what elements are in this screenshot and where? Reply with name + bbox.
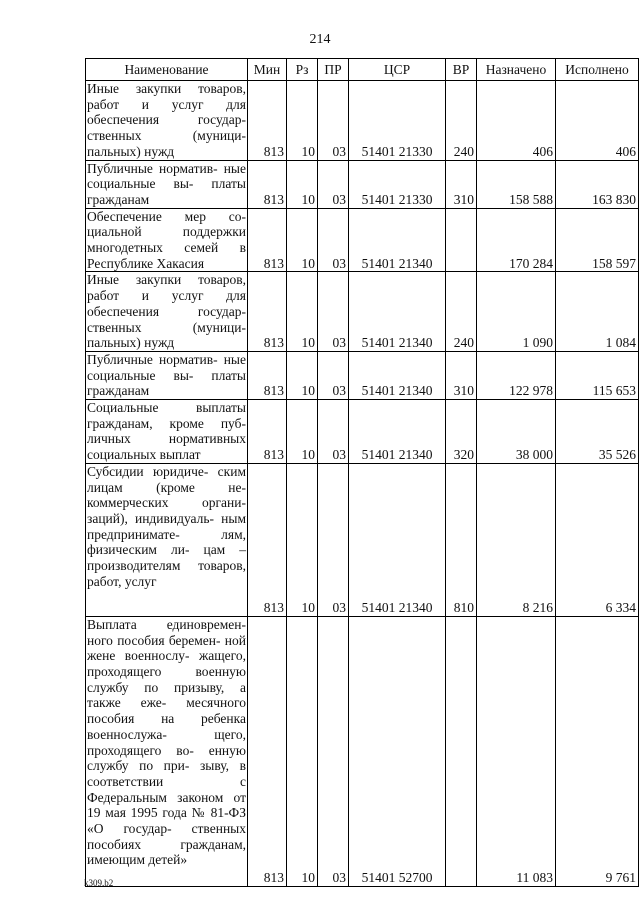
table-row: [86, 616, 639, 886]
cell-csr: 51401 21340: [349, 400, 446, 464]
cell-executed: 115 653: [556, 351, 639, 399]
cell-vr: 240: [446, 81, 477, 161]
cell-rz: 10: [287, 81, 318, 161]
cell-vr: 240: [446, 272, 477, 352]
cell-assigned: 11 083: [477, 616, 556, 886]
column-header-min: Мин: [248, 59, 287, 81]
cell-executed: 9 761: [556, 616, 639, 886]
cell-assigned: 406: [477, 81, 556, 161]
table-header-row: [86, 59, 639, 81]
cell-executed: 1 084: [556, 272, 639, 352]
cell-executed: 35 526: [556, 400, 639, 464]
cell-csr: 51401 21330: [349, 160, 446, 208]
table-row: [86, 400, 639, 464]
table-row: [86, 208, 639, 272]
cell-name: Публичные норматив- ные социальные вы- платы гражданам: [87, 160, 246, 207]
cell-min: 813: [248, 160, 287, 208]
cell-rz: 10: [287, 400, 318, 464]
cell-min: 813: [248, 272, 287, 352]
cell-executed: 158 597: [556, 208, 639, 272]
table-row: [86, 160, 639, 208]
cell-assigned: 8 216: [477, 463, 556, 616]
cell-name: Обеспечение мер со- циальной поддержки многодетных семей в Республике Хакасия: [87, 208, 246, 271]
cell-pr: 03: [318, 160, 349, 208]
cell-rz: 10: [287, 351, 318, 399]
cell-vr: 310: [446, 351, 477, 399]
cell-vr: 310: [446, 160, 477, 208]
footer-code: k309.b2: [84, 878, 114, 888]
column-header-rz: Рз: [287, 59, 318, 81]
cell-vr: 320: [446, 400, 477, 464]
cell-min: 813: [248, 351, 287, 399]
budget-table: [85, 58, 639, 887]
cell-pr: 03: [318, 616, 349, 886]
cell-name: Публичные норматив- ные социальные вы- платы гражданам: [87, 351, 246, 399]
cell-assigned: 122 978: [477, 351, 556, 399]
cell-pr: 03: [318, 81, 349, 161]
column-header-vr: ВР: [446, 59, 477, 81]
cell-pr: 03: [318, 208, 349, 272]
cell-vr: [446, 208, 477, 272]
table-body: [86, 81, 639, 887]
cell-min: 813: [248, 463, 287, 616]
cell-rz: 10: [287, 616, 318, 886]
cell-min: 813: [248, 208, 287, 272]
cell-pr: 03: [318, 272, 349, 352]
cell-vr: [446, 616, 477, 886]
cell-pr: 03: [318, 463, 349, 616]
cell-rz: 10: [287, 208, 318, 272]
cell-csr: 51401 21340: [349, 208, 446, 272]
cell-assigned: 38 000: [477, 400, 556, 464]
table-row: [86, 463, 639, 616]
table-row: [86, 351, 639, 399]
cell-min: 813: [248, 616, 287, 886]
cell-min: 813: [248, 81, 287, 161]
cell-rz: 10: [287, 272, 318, 352]
cell-name: Выплата единовремен- ного пособия беремен- ной жене военнослу- жащего, проходящего военную службу по призыву, а также еже- месячного пособия на ребенка военнослужа- щего, проходящего во- енную службу по при- зыву, в соответствии с Федеральным законом от 19 мая 1995 года № 81-ФЗ «О государ- ственных пособиях гражданам, имеющим детей»: [86, 616, 248, 886]
column-header-csr: ЦСР: [349, 59, 446, 81]
page-number: 214: [309, 32, 331, 47]
cell-csr: 51401 21330: [349, 81, 446, 161]
cell-min: 813: [248, 400, 287, 464]
cell-name: Субсидии юридиче- ским лицам (кроме не- коммерческих органи- заций), индивидуаль- ным предпринимате- лям, физическим ли- цам – производителям товаров, работ, услуг: [86, 463, 248, 616]
column-header-executed: Исполнено: [556, 59, 639, 81]
cell-vr: 810: [446, 463, 477, 616]
cell-executed: 6 334: [556, 463, 639, 616]
cell-pr: 03: [318, 351, 349, 399]
column-header-assigned: Назначено: [477, 59, 556, 81]
column-header-pr: ПР: [318, 59, 349, 81]
cell-rz: 10: [287, 160, 318, 208]
cell-executed: 406: [556, 81, 639, 161]
cell-name: Иные закупки товаров, работ и услуг для обеспечения государ- ственных (муници- пальных) нужд: [87, 81, 246, 159]
cell-pr: 03: [318, 400, 349, 464]
cell-rz: 10: [287, 463, 318, 616]
cell-csr: 51401 21340: [349, 351, 446, 399]
cell-name: Иные закупки товаров, работ и услуг для обеспечения государ- ственных (муници- пальных) нужд: [87, 272, 246, 351]
cell-csr: 51401 21340: [349, 463, 446, 616]
cell-assigned: 1 090: [477, 272, 556, 352]
column-header-name: Наименование: [86, 59, 248, 81]
table-row: [86, 81, 639, 161]
cell-assigned: 158 588: [477, 160, 556, 208]
table-row: [86, 272, 639, 352]
cell-csr: 51401 21340: [349, 272, 446, 352]
cell-csr: 51401 52700: [349, 616, 446, 886]
cell-assigned: 170 284: [477, 208, 556, 272]
cell-executed: 163 830: [556, 160, 639, 208]
cell-name: Социальные выплаты гражданам, кроме пуб- личных нормативных социальных выплат: [87, 400, 246, 463]
